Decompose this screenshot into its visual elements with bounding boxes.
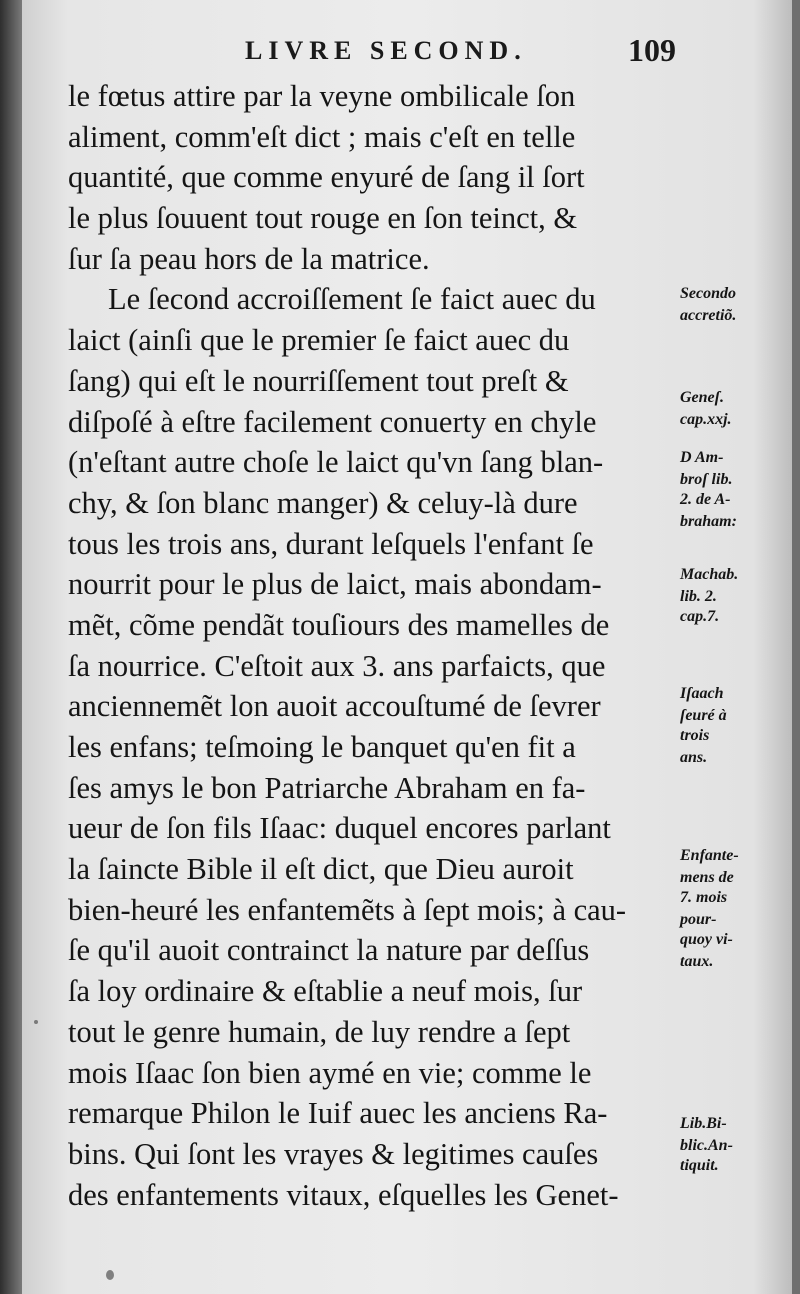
margin-note-enfantemens: pour- — [680, 911, 717, 928]
margin-note-enfantemens: 7. mois — [680, 889, 728, 906]
text-line: ſa nourrice. C'eſtoit aux 3. ans parfaicts, que — [68, 648, 606, 683]
margin-note-isaach: ſeuré à — [680, 707, 727, 724]
margin-notes — [680, 0, 790, 1294]
margin-note-secondo: accretiõ. — [680, 307, 737, 324]
text-line: quantité, que comme enyuré de ſang il ſort — [68, 160, 585, 195]
margin-note-enfantemens: Enfante- — [680, 847, 739, 864]
text-line: tout le genre humain, de luy rendre a ſept — [68, 1014, 571, 1049]
margin-note-ambros: broſ lib. — [680, 471, 733, 488]
margin-note-enfantemens: taux. — [680, 953, 714, 970]
text-line: nourrit pour le plus de laict, mais abondam- — [68, 567, 602, 602]
margin-note-ambros: 2. de A- — [680, 491, 731, 508]
text-line: ſes amys le bon Patriarche Abraham en fa- — [68, 770, 586, 805]
text-line: mẽt, cõme pendãt touſiours des mamelles de — [68, 607, 610, 642]
margin-note-enfantemens: quoy vi- — [680, 931, 733, 948]
margin-note-isaach: ans. — [680, 749, 708, 766]
text-line: des enfantements vitaux, eſquelles les Genet- — [68, 1177, 619, 1212]
margin-note-lib-bibl: Lib.Bi- — [680, 1115, 727, 1132]
text-line: ſa loy ordinaire & eſtablie a neuf mois, ſur — [68, 974, 583, 1009]
text-line: tous les trois ans, durant leſquels l'enfant ſe — [68, 526, 594, 561]
text-line: anciennemẽt lon auoit accouſtumé de ſevrer — [68, 689, 601, 724]
text-line: ſur ſa peau hors de la matrice. — [68, 241, 430, 276]
text-line: bien-heuré les enfantemẽts à ſept mois; à cau- — [68, 892, 627, 927]
page-number: 109 — [628, 32, 676, 68]
margin-note-machab: Machab. — [680, 566, 739, 583]
text-line: la ſaincte Bible il eſt dict, que Dieu auroit — [68, 852, 574, 887]
text-line: les enfans; teſmoing le banquet qu'en fit a — [68, 730, 576, 764]
text-line: aliment, comm'eſt dict ; mais c'eſt en telle — [68, 119, 576, 154]
margin-note-machab: lib. 2. — [680, 588, 717, 605]
ink-spot — [34, 1020, 38, 1024]
margin-note-ambros: braham: — [680, 513, 737, 530]
text-line: remarque Philon le Iuif auec les anciens Ra- — [68, 1096, 608, 1131]
ink-spot — [106, 1270, 114, 1280]
text-line: ſe qu'il auoit contrainct la nature par deſſus — [68, 933, 590, 968]
text-line: Le ſecond accroiſſement ſe faict auec du — [108, 282, 596, 317]
margin-note-lib-bibl: tiquit. — [680, 1157, 719, 1174]
margin-note-isaach: Iſaach — [680, 685, 724, 702]
text-line: ueur de ſon fils Iſaac: duquel encores parlant — [68, 811, 611, 846]
margin-note-genes: Geneſ. — [680, 389, 724, 406]
text-line: diſpoſé à eſtre facilement conuerty en chyle — [68, 404, 597, 439]
page-gutter-shadow — [0, 0, 22, 1294]
text-line: (n'eſtant autre choſe le laict qu'vn ſang blan- — [68, 445, 604, 480]
text-line: chy, & ſon blanc manger) & celuy-là dure — [68, 485, 578, 520]
margin-note-secondo: Secondo — [680, 285, 736, 302]
margin-note-genes: cap.xxj. — [680, 411, 732, 428]
margin-note-lib-bibl: blic.An- — [680, 1137, 733, 1154]
body-text — [68, 76, 684, 1215]
margin-note-machab: cap.7. — [680, 608, 720, 625]
margin-note-enfantemens: mens de — [680, 869, 734, 886]
text-line: laict (ainſi que le premier ſe faict auec du — [68, 323, 570, 358]
margin-note-isaach: trois — [680, 727, 710, 744]
text-line: bins. Qui ſont les vrayes & legitimes cauſes — [68, 1136, 599, 1171]
text-line: ſang) qui eſt le nourriſſement tout preſt & — [68, 363, 569, 398]
text-line: le plus ſouuent tout rouge en ſon teinct, & — [68, 201, 578, 236]
text-line: le fœtus attire par la veyne ombilicale ſon — [68, 79, 576, 113]
text-line: mois Iſaac ſon bien aymé en vie; comme le — [68, 1055, 592, 1090]
margin-note-ambros: D Am- — [680, 449, 724, 466]
running-title: LIVRE SECOND. — [245, 36, 527, 65]
